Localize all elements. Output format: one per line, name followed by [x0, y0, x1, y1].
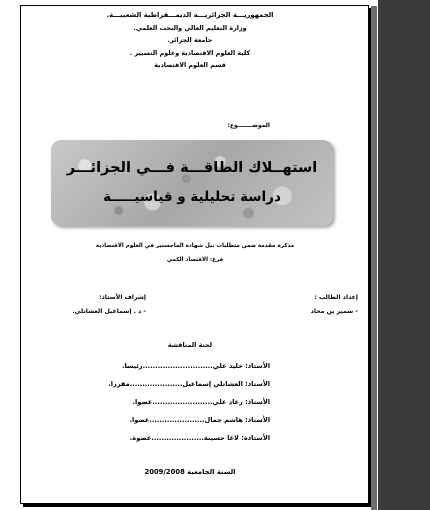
- supervisor-block: [28, 291, 146, 319]
- institution-header: [70, 9, 310, 72]
- student-label: إعداد الطالب :: [314, 294, 358, 301]
- supervisor-name: - د . إسماعيل العشاتلي.: [72, 308, 146, 315]
- memo-description: [30, 239, 360, 267]
- committee-list: [90, 357, 270, 447]
- header-line-department: قسم العلوم الاقتصادية: [154, 61, 226, 69]
- page-shadow: [371, 6, 377, 510]
- student-name: - سمير بن محاد: [310, 308, 358, 315]
- memo-line-degree: مذكرة مقدمة ضمن متطلبات نيل شهادة الماجستير في العلوم الاقتصادية: [95, 243, 295, 249]
- header-line-republic: الجمهوريـــة الجزائريـــة الديمـــقراطية الشعبيـــة.: [106, 11, 274, 19]
- committee-member: الأستاذة: لاغا حسينة.....................عضوة.: [129, 434, 270, 442]
- committee-member: الأستاذ: خليد علي............................رئيسا.: [121, 362, 270, 370]
- thesis-title-sub: دراسة تحليلية و قياسيـــــة: [103, 189, 281, 205]
- header-line-faculty: كلية العلوم الاقتصادية وعلوم التسيير .: [129, 48, 251, 57]
- committee-title: لجنة المناقشة: [167, 341, 213, 349]
- memo-line-branch: فرع: الاقتصاد الكمي: [166, 257, 224, 263]
- committee-member: الأستاذ: هاشم جمال......................عضوا.: [129, 416, 270, 424]
- viewer-scrollbar-area[interactable]: [378, 0, 430, 510]
- supervisor-label: إشراف الأستاذ:: [99, 294, 146, 301]
- committee-member: الأستاذ: العشاتلي إسماعيل.....................مقررا.: [108, 380, 270, 388]
- thesis-title-box: [51, 140, 333, 226]
- committee-member: الأستاذ: رعاد علي........................عضوا.: [132, 398, 270, 406]
- student-block: [250, 291, 358, 319]
- thesis-title-main: استهــلاك الطاقـــة فـــي الجزائـــر: [66, 160, 318, 176]
- header-line-ministry: وزارة التعليم العالي والبحث العلمي.: [133, 23, 247, 32]
- subject-label: الموضـــــــوع:: [227, 122, 270, 129]
- header-line-university: جامعة الجزائر.: [167, 36, 213, 44]
- academic-year: السنة الجامعية 2009/2008: [144, 468, 236, 476]
